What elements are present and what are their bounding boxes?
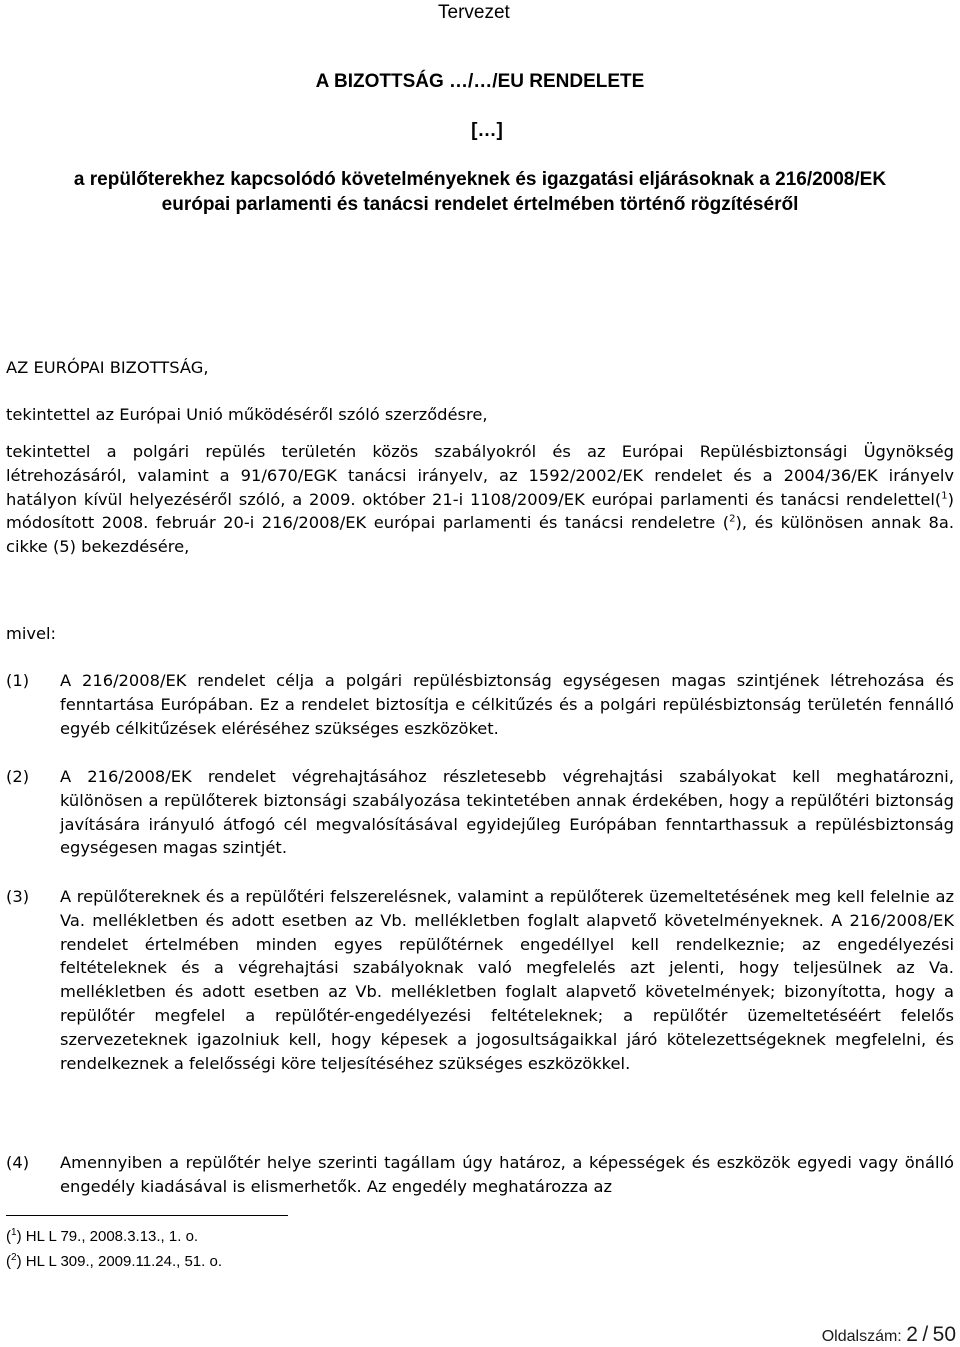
footnote-close: ) <box>16 1253 22 1270</box>
footnote-1 <box>6 1228 198 1245</box>
regulation-title: A BIZOTTSÁG …/…/EU RENDELETE <box>315 71 645 92</box>
footnote-open: ( <box>6 1253 11 1270</box>
page-current: 2 <box>906 1323 918 1346</box>
citation-treaty: tekintettel az Európai Unió működéséről szóló szerződésre, <box>6 405 488 424</box>
citation-text-part: ), és különösen annak 8a. cikke (5) bekezdésére, <box>6 513 954 557</box>
recital-text: A repülőtereknek és a repülőtéri felszerelésnek, valamint a repülőterek üzemeltetésének meg kell felelnie az Va. mellékletben és adott esetben az Vb. mellékletben foglalt alapvető követelményeknek. A 216/2008/EK rendelet értelmében minden egyes repülőtérnek engedéllyel kell rendelkeznie; az engedélyezési feltételeknek és a végrehajtási szabályoknak való megfelelés azt jelenti, hogy teljesülnek az Va. mellékletben és adott esetben az Vb. mellékletben foglalt alapvető követelmények; bizonyította, hogy a repülőtér megfelel a repülőtér-engedélyezési feltételeknek; a repülőtér üzemeltetéséért felelős szervezeteknek igazolniuk kell, hogy képesek a jogosultságaikkal járó kötelezettségeknek megfelelni, és rendelkeznek a felelősségi köre teljesítéséhez szükséges eszközökkel. <box>60 887 954 1073</box>
footnote-2 <box>6 1253 222 1270</box>
draft-label: Tervezet <box>438 2 510 23</box>
footnote-open: ( <box>6 1228 11 1245</box>
regulation-subject: a repülőterekhez kapcsolódó követelményeknek és igazgatási eljárásoknak a 216/2008/EK európai parlamenti és tanácsi rendelet értelmében történő rögzítéséről <box>73 169 887 215</box>
footnote-ref-1: 1 <box>941 490 948 502</box>
citation-regulation <box>6 440 954 559</box>
recital-text: Amennyiben a repülőtér helye szerinti tagállam úgy határoz, a képességek és eszközök egyedi vagy önálló engedély kiadásával is elismerhetők. Az engedély meghatározza az <box>60 1153 954 1196</box>
recital-text: A 216/2008/EK rendelet célja a polgári repülésbiztonság egységesen magas szintjének létrehozása és fenntartása Európában. Ez a rendelet biztosítja e célkitűzés és a polgári repülésbiztonság területén fennálló egyéb célkitűzések eléréséhez szükséges eszközöket. <box>60 671 954 738</box>
whereas-label: mivel: <box>6 624 57 643</box>
footnote-mark: 2 <box>11 1252 17 1263</box>
page-number-label: Oldalszám: <box>821 1328 902 1345</box>
page-number <box>822 1323 956 1347</box>
recital-text: A 216/2008/EK rendelet végrehajtásához részletesebb végrehajtási szabályokat kell meghatározni, különösen a repülőterek biztonsági szabályozása tekintetében annak érdekében, hogy a repülőtéri biztonság javítására irányuló átfogó cél megvalósításával egyidejűleg Európában fenntarthassuk a repülésbiztonság egységesen magas szintjét. <box>60 767 954 858</box>
citation-text-part: tekintettel a polgári repülés területén közös szabályokról és az Európai Repülésbiztonsági Ügynökség létrehozásáról, valamint a 91/670/EGK tanácsi irányelv, az 1592/2002/EK rendelet és a 2004/36/EK irányelv hatályon kívül helyezéséről szóló, a 2009. október 21-i 1108/2009/EK európai parlamenti és tanácsi rendelettel( <box>6 442 954 509</box>
recital-number: (1) <box>6 671 30 690</box>
page-total: 50 <box>932 1323 956 1346</box>
footnote-divider <box>6 1215 288 1216</box>
recital-number: (3) <box>6 887 30 906</box>
citation-text-part: ) módosított 2008. február 20-i 216/2008/EK európai parlamenti és tanácsi rendeletre ( <box>6 489 954 533</box>
recital-number: (4) <box>6 1153 30 1172</box>
page-separator: / <box>922 1323 929 1346</box>
footnote-close: ) <box>16 1228 22 1245</box>
regulation-reference: […] <box>471 120 503 141</box>
footnote-text: HL L 309., 2009.11.24., 51. o. <box>21 1253 222 1270</box>
footnote-text: HL L 79., 2008.3.13., 1. o. <box>21 1228 199 1245</box>
authority-heading: AZ EURÓPAI BIZOTTSÁG, <box>6 358 209 377</box>
footnote-ref-2: 2 <box>729 513 736 525</box>
recital-number: (2) <box>6 767 30 786</box>
footnote-mark: 1 <box>11 1227 17 1238</box>
